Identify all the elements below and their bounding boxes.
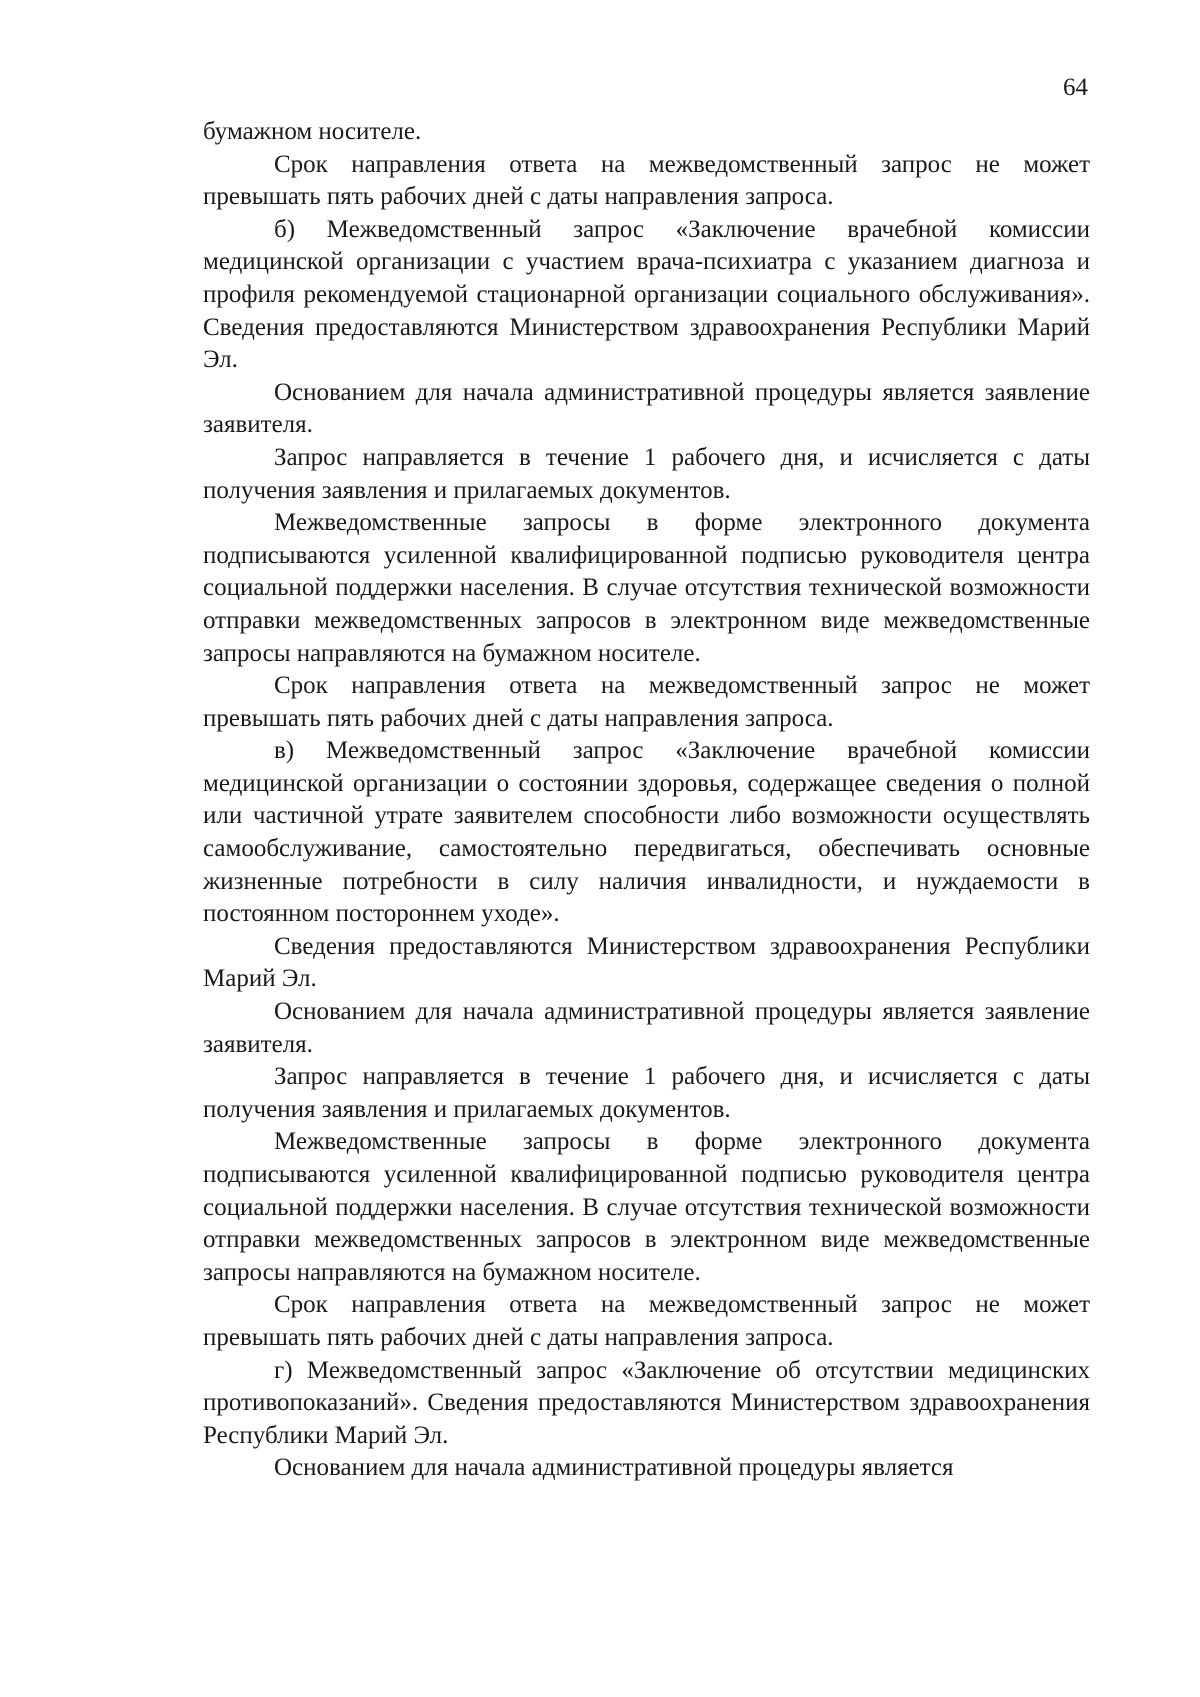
paragraph: Запрос направляется в течение 1 рабочего дня, и исчисляется с даты получения заявления и прилагаемых документов.: [203, 443, 1090, 504]
paragraph: Основанием для начала административной процедуры является заявление заявителя.: [203, 378, 1090, 439]
paragraph: Сведения предоставляются Министерством здравоохранения Республики Марий Эл.: [203, 932, 1090, 993]
paragraph: Запрос направляется в течение 1 рабочего дня, и исчисляется с даты получения заявления и прилагаемых документов.: [203, 1063, 1090, 1123]
paragraph: Основанием для начала административной процедуры является: [274, 1454, 954, 1482]
paragraph: Межведомственные запросы в форме электронного документа подписываются усиленной квалифицированной подписью руководителя центра социальной поддержки населения. В случае отсутствия технической возможности отправки межведомственных запросов в электронном виде межведомственные запросы направляются на бумажном носителе.: [203, 1128, 1090, 1286]
paragraph: Срок направления ответа на межведомственный запрос не может превышать пять рабочих дней с даты направления запроса.: [203, 150, 1090, 211]
paragraph: г) Межведомственный запрос «Заключение об отсутствии медицинских противопоказаний». Сведения предоставляются Министерством здравоохранения Республики Марий Эл.: [203, 1356, 1090, 1449]
paragraph: Срок направления ответа на межведомственный запрос не может превышать пять рабочих дней с даты направления запроса.: [203, 1291, 1090, 1351]
paragraph: в) Межведомственный запрос «Заключение врачебной комиссии медицинской организации о состоянии здоровья, содержащее сведения о полной или частичной утрате заявителем способности либо возможности осуществлять самообслуживание, самостоятельно передвигаться, обеспечивать основные жизненные потребности в силу наличия инвалидности, и нуждаемости в постоянном постороннем уходе».: [203, 737, 1090, 928]
paragraph: Основанием для начала административной процедуры является заявление заявителя.: [203, 998, 1090, 1058]
paragraph: б) Межведомственный запрос «Заключение врачебной комиссии медицинской организации с участием врача-психиатра с указанием диагноза и профиля рекомендуемой стационарной организации социального обслуживания». Сведения предоставляются Министерством здравоохранения Республики Марий Эл.: [203, 215, 1090, 374]
paragraph: Срок направления ответа на межведомственный запрос не может превышать пять рабочих дней с даты направления запроса.: [203, 672, 1090, 732]
page-number: 64: [1063, 74, 1088, 101]
document-body: [203, 116, 1090, 1485]
paragraph: бумажном носителе.: [203, 118, 422, 145]
paragraph: Межведомственные запросы в форме электронного документа подписываются усиленной квалифицированной подписью руководителя центра социальной поддержки населения. В случае отсутствия технической возможности отправки межведомственных запросов в электронном виде межведомственные запросы направляются на бумажном носителе.: [203, 509, 1090, 667]
